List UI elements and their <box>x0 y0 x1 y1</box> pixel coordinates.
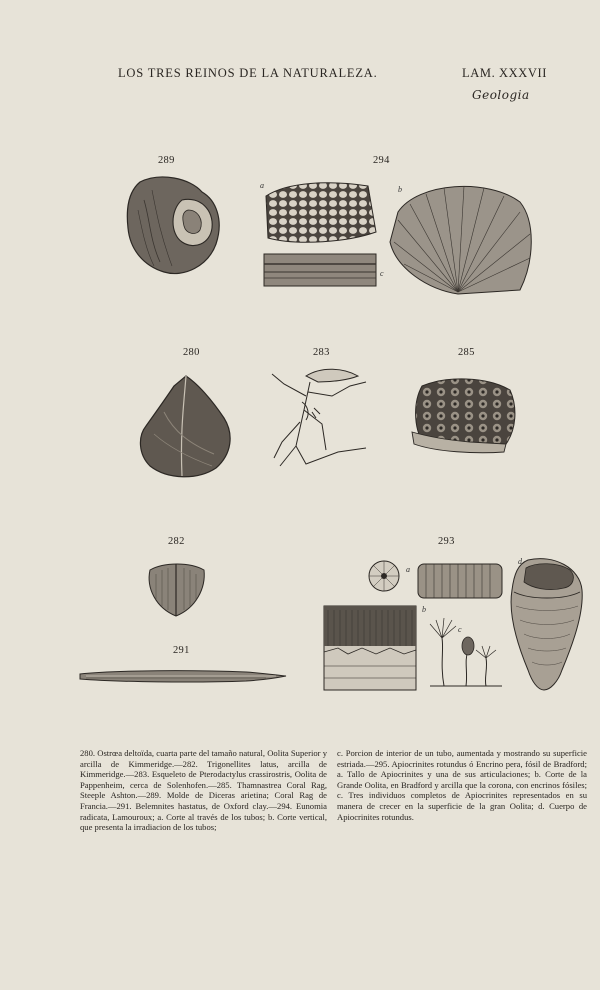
fossil-283-pterodactylus-illustration <box>266 362 378 478</box>
letter-c-293: c <box>458 625 462 634</box>
figure-number-291: 291 <box>173 645 190 656</box>
fossil-294-eunomia-illustration <box>258 172 538 302</box>
plate-number: LAM. XXXVII <box>462 66 548 80</box>
fossil-291-belemnites-illustration <box>76 664 288 688</box>
fossil-285-thamnastrea-illustration <box>406 374 520 454</box>
letter-b-293: b <box>422 605 426 614</box>
figure-number-283: 283 <box>313 347 330 358</box>
letter-a-293: a <box>406 565 410 574</box>
caption-right-column: c. Porcion de interior de un tubo, aumentada y mostrando su superficie estriada.—295. Apiocrinites rotundus ó Encrino pera, fósil de Bradford; a. Tallo de Apiocrinites y una de sus articulaciones; b. Corte de la Grande Oolita, en Bradford y arcilla que la corona, con encrinos fósiles; c. Tres individuos completos de Apiocrinites representados en su manera de crecer en la superficie de la gran Oolita; d. Cuerpo de Apiocrinites rotundus. <box>337 748 587 822</box>
letter-a-294: a <box>260 181 264 190</box>
letter-c-294: c <box>380 269 384 278</box>
fossil-280-ostrea-illustration <box>134 372 238 482</box>
fossil-293-apiocrinites-illustration <box>318 554 588 694</box>
running-title: LOS TRES REINOS DE LA NATURALEZA. <box>118 66 378 80</box>
letter-d-293: d <box>518 557 522 566</box>
figure-number-293: 293 <box>438 536 455 547</box>
figure-number-282: 282 <box>168 536 185 547</box>
figure-number-289: 289 <box>158 155 175 166</box>
section-label: Geologia <box>472 88 530 102</box>
figure-number-294: 294 <box>373 155 390 166</box>
figure-number-285: 285 <box>458 347 475 358</box>
letter-b-294: b <box>398 185 402 194</box>
caption-left-column: 280. Ostrœa deltoïda, cuarta parte del tamaño natural, Oolita Superior y arcilla de Kimmeridge.—282. Trigonellites latus, arcilla de Kimmeridge.—283. Esqueleto de Pterodactylus crassirostris, Oolita de Pappenheim, cerca de Solenhofen.—285. Thamnastrea Coral Rag, Steeple Ashton.—289. Molde de Diceras arietina; Coral Rag de Francia.—291. Belemnites hastatus, de Oxford clay.—294. Eunomia radicata, Lamouroux; a. Corte al través de los tubos; b. Corte vertical, que presenta la irradiacion de los tubos; <box>80 748 327 833</box>
figure-number-280: 280 <box>183 347 200 358</box>
fossil-282-trigonellites-illustration <box>144 560 208 618</box>
fossil-289-diceras-illustration <box>120 170 230 280</box>
